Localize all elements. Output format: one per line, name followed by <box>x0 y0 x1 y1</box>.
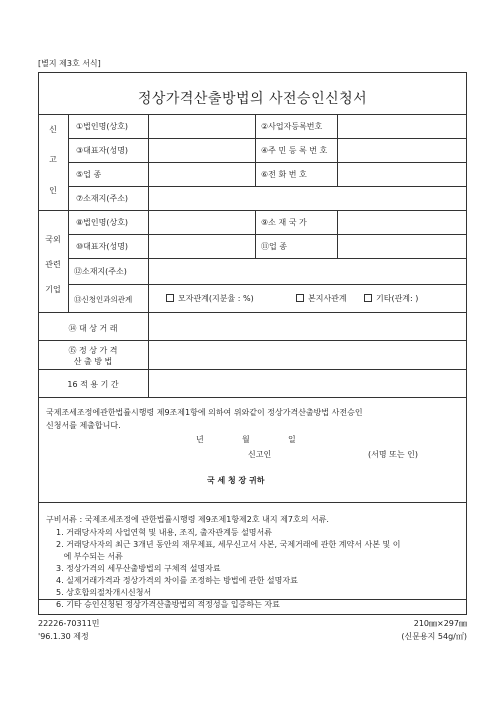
applicant-corp-name-label: ①법인명(상호) <box>76 122 129 131</box>
foreign-address-field[interactable] <box>152 265 463 279</box>
applicant-business-type-field[interactable] <box>152 168 252 182</box>
foreign-business-type-field[interactable] <box>341 240 463 254</box>
date-day-label: 일 <box>288 435 296 444</box>
method-field[interactable] <box>152 348 463 362</box>
declaration-line-1: 국제조세조정에관한법률시행령 제9조제1항에 의하여 위와같이 정상가격산출방법 사전승인 <box>46 408 363 417</box>
applicant-biz-reg-label: ②사업자등록번호 <box>261 122 323 131</box>
applicant-rep-name-field[interactable] <box>152 144 252 158</box>
applicant-address-field[interactable] <box>152 192 463 206</box>
addressee: 국 세 청 장 귀하 <box>207 476 265 485</box>
period-label: 16 적 용 기 간 <box>67 380 119 389</box>
applicant-address-label: ⑦소재지(주소) <box>76 194 129 203</box>
applicant-rep-name-label: ③대표자(성명) <box>76 146 129 155</box>
date-year-label: 년 <box>196 435 204 444</box>
form-title: 정상가격산출방법의 사전승인신청서 <box>137 91 368 107</box>
attachment-item: 1. 거래당사자의 사업연혁 및 내용, 조직, 출자관계등 설명서류 <box>56 528 272 537</box>
foreign-corp-name-field[interactable] <box>152 216 252 230</box>
sign-hint: (서명 또는 인) <box>368 450 418 459</box>
foreign-country-field[interactable] <box>341 216 463 230</box>
relation-capital-option[interactable]: 모자관계(지분율 : %) <box>166 293 254 304</box>
applicant-phone-label: ⑥전 화 번 호 <box>261 170 307 179</box>
period-field[interactable] <box>152 377 463 391</box>
relation-other-checkbox[interactable] <box>364 294 372 302</box>
foreign-relation-label: ⑬신청인과의관계 <box>74 295 133 304</box>
attachments-heading: 구비서류 : 국제조세조정에 관한법률시행령 제9조제1항제2호 내지 제7호의 서류. <box>46 515 329 524</box>
applicant-business-type-label: ⑤업 종 <box>76 170 102 179</box>
foreign-address-label: ⑫소재지(주소) <box>74 267 127 276</box>
applicant-group-char-3: 인 <box>49 186 57 195</box>
method-label-line-1: ⑮ 정 상 가 격 <box>68 346 118 355</box>
foreign-rep-name-field[interactable] <box>152 240 252 254</box>
foreign-group-line-1: 국외 <box>45 235 61 244</box>
foreign-group-line-2: 관련 <box>45 260 61 269</box>
attachment-item: 5. 상호합의절차개시신청서 <box>56 588 152 597</box>
attachment-item: 2. 거래당사자의 최근 3개년 동안의 재무제표, 세무신고서 사본, 국제거래에 관한 계약서 사본 및 이 <box>56 540 401 549</box>
foreign-rep-name-label: ⑩대표자(성명) <box>76 242 129 251</box>
attachment-item: 에 부수되는 서류 <box>56 552 123 561</box>
applicant-phone-field[interactable] <box>341 168 463 182</box>
relation-branch-checkbox[interactable] <box>296 294 304 302</box>
attachment-item: 6. 기타 승인신청된 정상가격산출방법의 적정성을 입증하는 자료 <box>56 600 280 609</box>
applicant-group-char-2: 고 <box>49 155 57 164</box>
applicant-group-char-1: 신 <box>49 125 57 134</box>
applicant-resident-no-label: ④주 민 등 록 번 호 <box>261 146 328 155</box>
footer-paper: (신문용지 54g/㎡) <box>401 632 467 641</box>
applicant-biz-reg-field[interactable] <box>341 120 463 134</box>
foreign-group-line-3: 기업 <box>45 285 61 294</box>
attachment-item: 3. 정상가격의 세무산출방법의 구체적 설명자료 <box>56 564 221 573</box>
method-label-line-2: 산 출 방 법 <box>73 357 113 366</box>
relation-other-option[interactable]: 기타(관계: ) <box>364 293 418 304</box>
foreign-corp-name-label: ⑧법인명(상호) <box>76 218 129 227</box>
transaction-label: ⑭ 대 상 거 래 <box>68 324 118 333</box>
transaction-field[interactable] <box>152 321 463 335</box>
foreign-business-type-label: ⑪업 종 <box>261 242 287 251</box>
date-month-label: 월 <box>242 435 250 444</box>
footer-enacted: '96.1.30 제정 <box>38 632 89 641</box>
form-number-label: [별지 제3호 서식] <box>38 59 101 68</box>
declaration-line-2: 신청서를 제출합니다. <box>46 421 121 430</box>
footer-size: 210㎜×297㎜ <box>413 619 467 628</box>
relation-branch-option[interactable]: 본지사관계 <box>296 293 347 304</box>
applicant-sign-label: 신고인 <box>248 450 272 459</box>
applicant-corp-name-field[interactable] <box>152 120 252 134</box>
applicant-sign-field[interactable] <box>278 446 358 460</box>
attachment-item: 4. 실제거래가격과 정상가격의 차이를 조정하는 방법에 관한 설명자료 <box>56 576 298 585</box>
applicant-resident-no-field[interactable] <box>341 144 463 158</box>
footer-form-no: 22226-70311민 <box>38 619 100 628</box>
foreign-country-label: ⑨소 재 국 가 <box>261 218 307 227</box>
relation-capital-checkbox[interactable] <box>166 294 174 302</box>
